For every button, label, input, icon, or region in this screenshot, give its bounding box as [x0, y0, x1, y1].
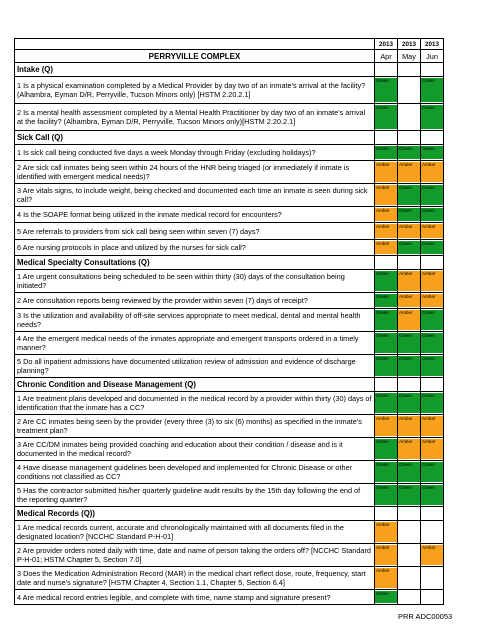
status-cell: [398, 77, 421, 104]
question-text: 5 Do all inpatient admissions have documented utilization review of admission and evidence of discharge planning?: [15, 355, 375, 378]
status-swatch-green: Green: [398, 208, 420, 221]
status-cell: [398, 223, 421, 240]
status-cell: [375, 223, 398, 240]
status-cell: [375, 77, 398, 104]
month-header-apr: Apr: [375, 50, 398, 63]
status-cell: [421, 332, 444, 355]
status-swatch-amber: Amber: [398, 439, 420, 459]
status-swatch-green: Green: [421, 356, 443, 376]
question-text: 3 Are vitals signs, to include weight, being checked and documented each time an inmate is seen during sick call?: [15, 184, 375, 207]
status-swatch-green: Green: [421, 78, 443, 102]
status-cell: [421, 293, 444, 309]
status-swatch-green: Green: [375, 271, 397, 291]
status-swatch-amber: Amber: [375, 162, 397, 182]
question-text: 1 Are urgent consultations being scheduled to be seen within thirty (30) days of the consultation being initiated?: [15, 270, 375, 293]
status-cell: [375, 309, 398, 332]
status-swatch-green: Green: [375, 462, 397, 482]
status-cell: [375, 161, 398, 184]
status-cell: [375, 521, 398, 544]
question-text: 5 Has the contractor submitted his/her quarterly guideline audit results by the 15th day following the end of the reporting quarter?: [15, 484, 375, 507]
section-empty-cell: [421, 256, 444, 270]
question-row: [15, 309, 444, 332]
question-row: [15, 484, 444, 507]
status-cell: [375, 590, 398, 605]
status-cell: [421, 438, 444, 461]
status-swatch-green: Green: [375, 78, 397, 102]
question-row: [15, 161, 444, 184]
status-swatch-amber: Amber: [375, 224, 397, 238]
section-empty-cell: [375, 63, 398, 77]
status-swatch-green: Green: [421, 105, 443, 129]
status-swatch-amber: Amber: [421, 294, 443, 307]
status-cell: [421, 392, 444, 415]
status-swatch-amber: Amber: [398, 416, 420, 436]
question-text: 1 Are treatment plans developed and documented in the medical record by a provider within thirty (30) days of identification that the inmate has a CC?: [15, 392, 375, 415]
section-empty-cell: [398, 131, 421, 145]
status-cell: [421, 521, 444, 544]
question-text: 2 Is a mental health assessment completed by a Mental Health Practitioner by day two of an inmate's arrival at the facility? (Alhambra, Eyman D/R, Perryville, Tucson Minors only)[HSTM 2.20.2.1]: [15, 104, 375, 131]
question-row: [15, 332, 444, 355]
status-cell: [375, 415, 398, 438]
status-cell: [398, 415, 421, 438]
year-header-apr: 2013: [375, 39, 398, 50]
status-cell: [421, 590, 444, 605]
status-cell: [398, 484, 421, 507]
question-row: [15, 223, 444, 240]
status-swatch-green: Green: [375, 310, 397, 330]
question-row: [15, 184, 444, 207]
question-text: 2 Are sick call inmates being seen within 24 hours of the HNR being triaged (or immediately if inmate is identified with emergent medical needs)?: [15, 161, 375, 184]
question-text: 3 Is the utilization and availability of off-site services appropriate to meet medical, dental and mental health needs?: [15, 309, 375, 332]
status-cell: [421, 145, 444, 161]
status-swatch-green: Green: [421, 310, 443, 330]
question-text: 1 Are medical records current, accurate and chronologically maintained with all documents filed in the designated location? [NCCHC Standard P-H-01]: [15, 521, 375, 544]
blank-header-cell: [15, 39, 375, 50]
question-text: 1 Is a physical examination completed by a Medical Provider by day two of an inmate's arrival at the facility? (Alhambra, Eyman D/R, Perryville, Tucson Minors only) [HSTM 2.20.2.1]: [15, 77, 375, 104]
status-cell: [398, 461, 421, 484]
question-row: [15, 544, 444, 567]
question-text: 4 Is the SOAPE format being utilized in the inmate medical record for encounters?: [15, 207, 375, 223]
status-swatch-amber: Amber: [398, 310, 420, 330]
status-swatch-green: Green: [398, 146, 420, 159]
month-header-may: May: [398, 50, 421, 63]
status-swatch-green: Green: [375, 294, 397, 307]
status-cell: [375, 184, 398, 207]
section-empty-cell: [398, 378, 421, 392]
section-title: Sick Call (Q): [15, 131, 375, 145]
section-empty-cell: [375, 131, 398, 145]
status-swatch-green: Green: [398, 333, 420, 353]
month-row: [15, 50, 444, 63]
status-swatch-amber: Amber: [421, 439, 443, 459]
question-row: [15, 521, 444, 544]
status-swatch-green: Green: [421, 333, 443, 353]
question-text: 4 Have disease management guidelines been developed and implemented for Chronic Disease or other conditions not classified as CC?: [15, 461, 375, 484]
question-text: 5 Are referrals to providers from sick call being seen within seven (7) days?: [15, 223, 375, 240]
status-cell: [398, 240, 421, 256]
status-swatch-green: Green: [398, 356, 420, 376]
status-swatch-green: Green: [375, 439, 397, 459]
status-swatch-amber: Amber: [398, 162, 420, 182]
status-cell: [375, 104, 398, 131]
status-swatch-green: Green: [421, 485, 443, 505]
status-swatch-green: Green: [375, 333, 397, 353]
question-row: [15, 77, 444, 104]
section-row: [15, 131, 444, 145]
status-cell: [398, 270, 421, 293]
status-cell: [398, 355, 421, 378]
question-row: [15, 145, 444, 161]
status-swatch-green: Green: [398, 485, 420, 505]
status-cell: [421, 567, 444, 590]
status-cell: [421, 270, 444, 293]
section-title: Medical Specialty Consultations (Q): [15, 256, 375, 270]
question-row: [15, 104, 444, 131]
status-swatch-amber: Amber: [421, 224, 443, 238]
section-row: [15, 256, 444, 270]
status-swatch-amber: Amber: [421, 271, 443, 291]
status-cell: [398, 309, 421, 332]
status-swatch-green: Green: [398, 185, 420, 205]
question-row: [15, 590, 444, 605]
status-swatch-amber: Amber: [375, 241, 397, 254]
section-empty-cell: [421, 63, 444, 77]
status-swatch-amber: Amber: [398, 294, 420, 307]
year-header-may: 2013: [398, 39, 421, 50]
status-cell: [421, 77, 444, 104]
status-swatch-green: Green: [421, 462, 443, 482]
status-cell: [421, 240, 444, 256]
status-cell: [375, 438, 398, 461]
status-swatch-green: Green: [375, 393, 397, 413]
question-row: [15, 240, 444, 256]
status-swatch-green: Green: [421, 241, 443, 254]
status-swatch-green: Green: [375, 146, 397, 159]
status-cell: [421, 355, 444, 378]
status-cell: [398, 567, 421, 590]
status-cell: [375, 355, 398, 378]
status-swatch-amber: Amber: [421, 416, 443, 436]
question-text: 3 Does the Medication Administration Record (MAR) in the medical chart reflect dose, route, frequency, start date and nurse's signature? [HSTM Chapter 4, Section 1.1, Chapter 5, Section 6.4]: [15, 567, 375, 590]
audit-table: [14, 38, 444, 605]
status-swatch-green: Green: [421, 146, 443, 159]
status-cell: [375, 332, 398, 355]
status-cell: [421, 415, 444, 438]
section-empty-cell: [375, 507, 398, 521]
status-swatch-green: Green: [398, 462, 420, 482]
status-swatch-amber: Amber: [421, 162, 443, 182]
status-cell: [398, 293, 421, 309]
question-text: 2 Are provider orders noted daily with time, date and name of person taking the orders off? [NCCHC Standard P-H-01; HSTM Chapter 5, Section 7.0]: [15, 544, 375, 567]
status-swatch-green: Green: [398, 393, 420, 413]
status-cell: [421, 104, 444, 131]
status-cell: [398, 145, 421, 161]
question-row: [15, 355, 444, 378]
status-cell: [375, 145, 398, 161]
status-cell: [375, 544, 398, 567]
status-cell: [421, 184, 444, 207]
section-empty-cell: [398, 256, 421, 270]
section-title: Chronic Condition and Disease Management (Q): [15, 378, 375, 392]
status-swatch-green: Green: [398, 241, 420, 254]
year-row: [15, 39, 444, 50]
status-cell: [375, 461, 398, 484]
question-text: 2 Are CC inmates being seen by the provider (every three (3) to six (6) months) as specified in the inmate's treatment plan?: [15, 415, 375, 438]
question-text: 2 Are consultation reports being reviewed by the provider within seven (7) days of receipt?: [15, 293, 375, 309]
status-swatch-green: Green: [421, 393, 443, 413]
status-swatch-amber: Amber: [421, 545, 443, 565]
question-row: [15, 438, 444, 461]
status-cell: [398, 207, 421, 223]
status-cell: [375, 567, 398, 590]
section-title: Medical Records (Q)): [15, 507, 375, 521]
status-swatch-green: Green: [421, 208, 443, 221]
status-swatch-amber: Amber: [398, 271, 420, 291]
question-text: 6 Are nursing protocols in place and utilized by the nurses for sick call?: [15, 240, 375, 256]
status-swatch-amber: Amber: [398, 224, 420, 238]
status-cell: [398, 521, 421, 544]
status-cell: [398, 104, 421, 131]
section-row: [15, 378, 444, 392]
status-cell: [398, 332, 421, 355]
section-empty-cell: [398, 507, 421, 521]
section-title: Intake (Q): [15, 63, 375, 77]
status-cell: [421, 223, 444, 240]
status-cell: [421, 484, 444, 507]
section-row: [15, 63, 444, 77]
status-cell: [375, 484, 398, 507]
section-empty-cell: [421, 131, 444, 145]
status-cell: [375, 293, 398, 309]
question-row: [15, 392, 444, 415]
status-swatch-amber: Amber: [375, 416, 397, 436]
question-text: 4 Are medical record entries legible, and complete with time, name stamp and signature present?: [15, 590, 375, 605]
status-cell: [398, 184, 421, 207]
status-cell: [398, 438, 421, 461]
question-text: 4 Are the emergent medical needs of the inmates appropriate and emergent transports ordered in a timely manner?: [15, 332, 375, 355]
status-cell: [375, 240, 398, 256]
status-cell: [375, 392, 398, 415]
question-row: [15, 415, 444, 438]
question-text: 3 Are CC/DM inmates being provided coaching and education about their condition / disease and is it documented in the medical record?: [15, 438, 375, 461]
section-empty-cell: [421, 378, 444, 392]
status-cell: [398, 544, 421, 567]
section-empty-cell: [375, 378, 398, 392]
status-cell: [375, 270, 398, 293]
status-cell: [421, 309, 444, 332]
status-cell: [375, 207, 398, 223]
status-swatch-amber: Amber: [375, 545, 397, 565]
question-row: [15, 270, 444, 293]
status-swatch-amber: Amber: [375, 568, 397, 588]
question-row: [15, 461, 444, 484]
section-empty-cell: [398, 63, 421, 77]
month-header-jun: Jun: [421, 50, 444, 63]
question-row: [15, 567, 444, 590]
status-swatch-amber: Amber: [375, 185, 397, 205]
status-cell: [398, 590, 421, 605]
status-swatch-green: Green: [375, 485, 397, 505]
status-swatch-green: Green: [375, 356, 397, 376]
status-swatch-amber: Amber: [375, 522, 397, 542]
question-text: 1 Is sick call being conducted five days a week Monday through Friday (excluding holidays)?: [15, 145, 375, 161]
status-swatch-green: Green: [421, 185, 443, 205]
section-empty-cell: [375, 256, 398, 270]
status-swatch-green: Green: [375, 105, 397, 129]
status-cell: [398, 392, 421, 415]
question-row: [15, 293, 444, 309]
page-footer: PRR ADC00053: [398, 612, 453, 621]
status-swatch-amber: Amber: [375, 208, 397, 221]
status-cell: [421, 207, 444, 223]
status-cell: [421, 461, 444, 484]
year-header-jun: 2013: [421, 39, 444, 50]
status-cell: [398, 161, 421, 184]
question-row: [15, 207, 444, 223]
section-empty-cell: [421, 507, 444, 521]
status-cell: [421, 544, 444, 567]
section-row: [15, 507, 444, 521]
status-swatch-green: Green: [375, 591, 397, 603]
status-cell: [421, 161, 444, 184]
complex-title: PERRYVILLE COMPLEX: [15, 50, 375, 63]
